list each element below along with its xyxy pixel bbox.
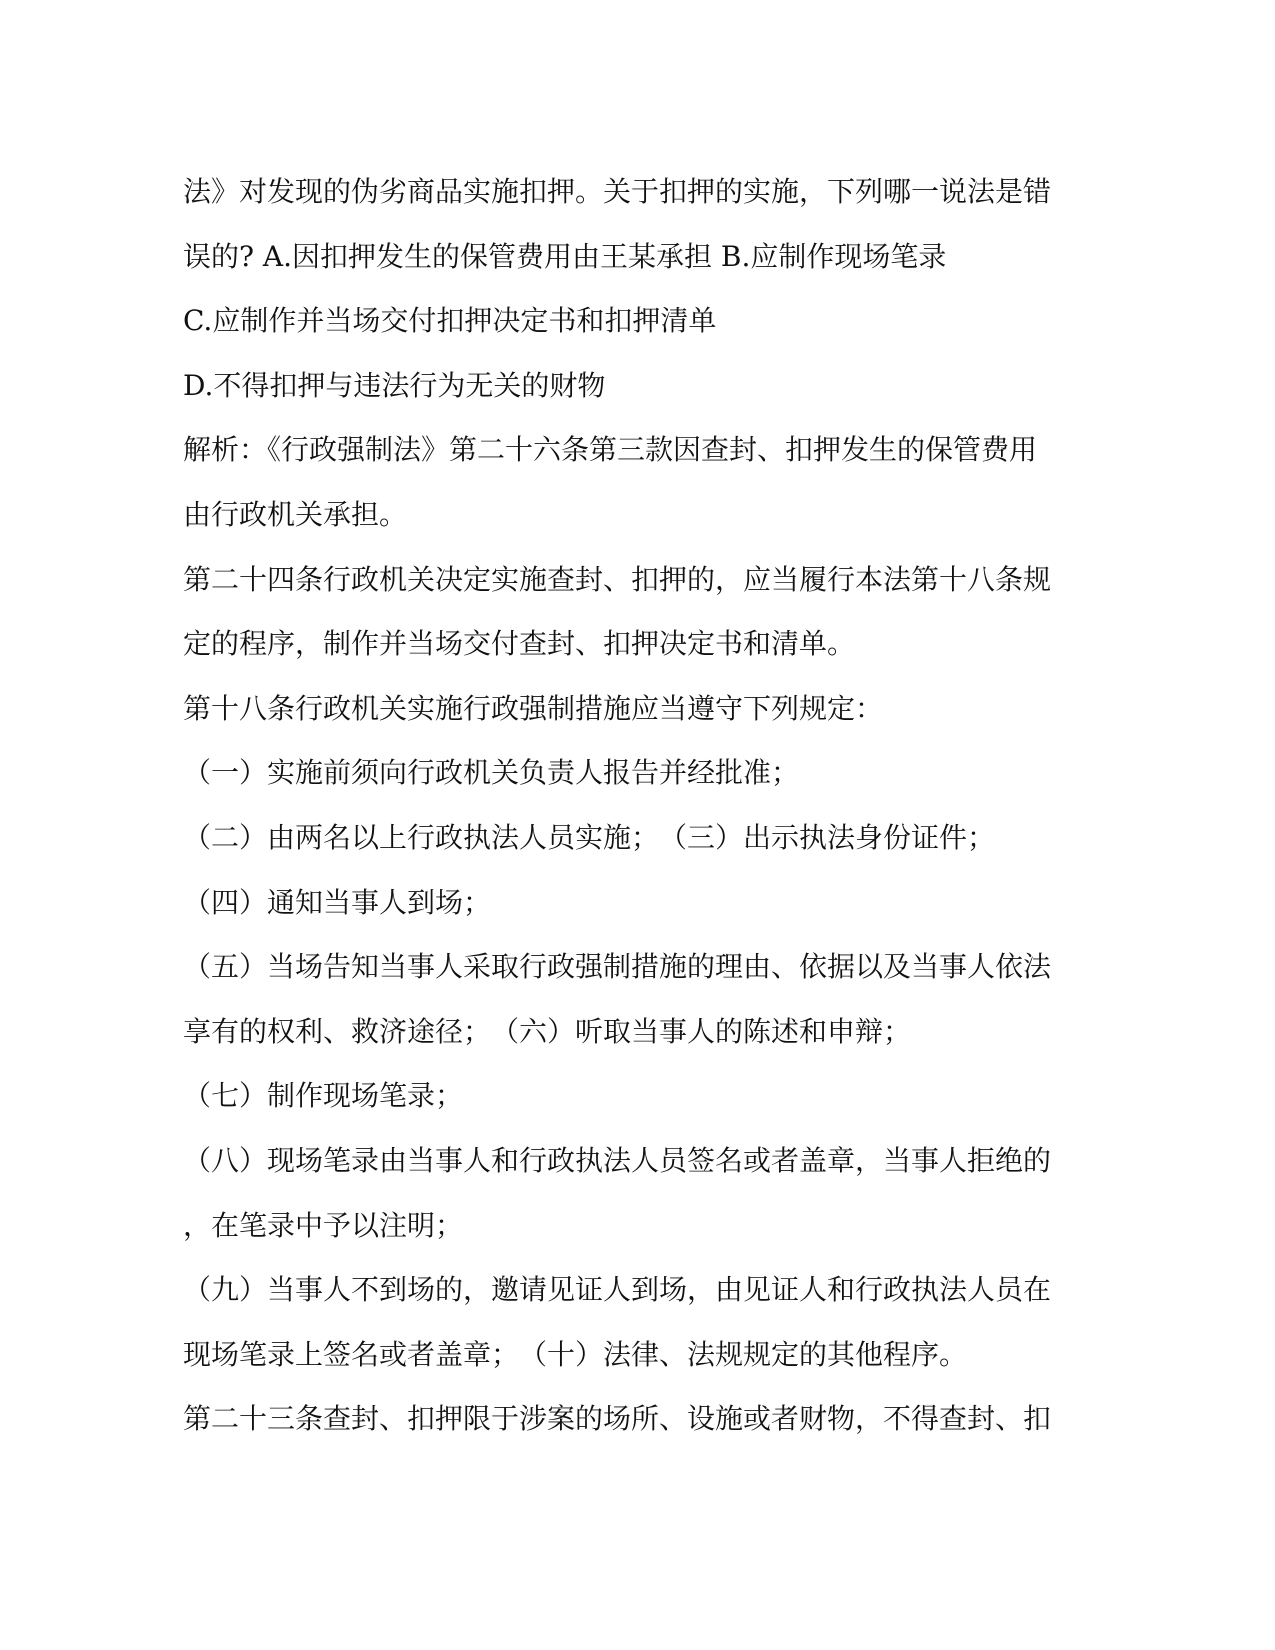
text-line: 解析：《行政强制法》第二十六条第三款因查封、扣押发生的保管费用 [183,433,1038,467]
text-line: ，在笔录中予以注明； [183,1208,464,1242]
text-line: 现场笔录上签名或者盖章； （十）法律、法规规定的其他程序。 [183,1337,968,1371]
text-line: （八）现场笔录由当事人和行政执法人员签名或者盖章，当事人拒绝的 [183,1143,1052,1177]
document-body [183,160,1083,1452]
text-line: D.不得扣押与违法行为无关的财物 [183,368,606,402]
text-line: （五）当场告知当事人采取行政强制措施的理由、依据以及当事人依法 [183,950,1052,984]
text-line: （一）实施前须向行政机关负责人报告并经批准； [183,756,800,790]
text-line: 享有的权利、救济途径； （六）听取当事人的陈述和申辩； [183,1014,912,1048]
text-line: 定的程序，制作并当场交付查封、扣押决定书和清单。 [183,627,856,661]
text-line: 误的? A.因扣押发生的保管费用由王某承担 B.应制作现场笔录 [183,239,947,273]
text-line: 由行政机关承担。 [183,497,408,531]
text-line: 第二十三条查封、扣押限于涉案的场所、设施或者财物，不得查封、扣 [183,1402,1052,1436]
text-line: （四）通知当事人到场； [183,885,492,919]
text-line: C.应制作并当场交付扣押决定书和扣押清单 [183,304,717,338]
text-line: （七）制作现场笔录； [183,1079,464,1113]
text-line: 第十八条行政机关实施行政强制措施应当遵守下列规定： [183,691,884,725]
text-line: 第二十四条行政机关决定实施查封、扣押的，应当履行本法第十八条规 [183,562,1052,596]
text-line: （二）由两名以上行政执法人员实施； （三）出示执法身份证件； [183,820,996,854]
text-line: 法》对发现的伪劣商品实施扣押。关于扣押的实施，下列哪一说法是错 [183,175,1052,208]
text-line: （九）当事人不到场的，邀请见证人到场，由见证人和行政执法人员在 [183,1273,1052,1307]
